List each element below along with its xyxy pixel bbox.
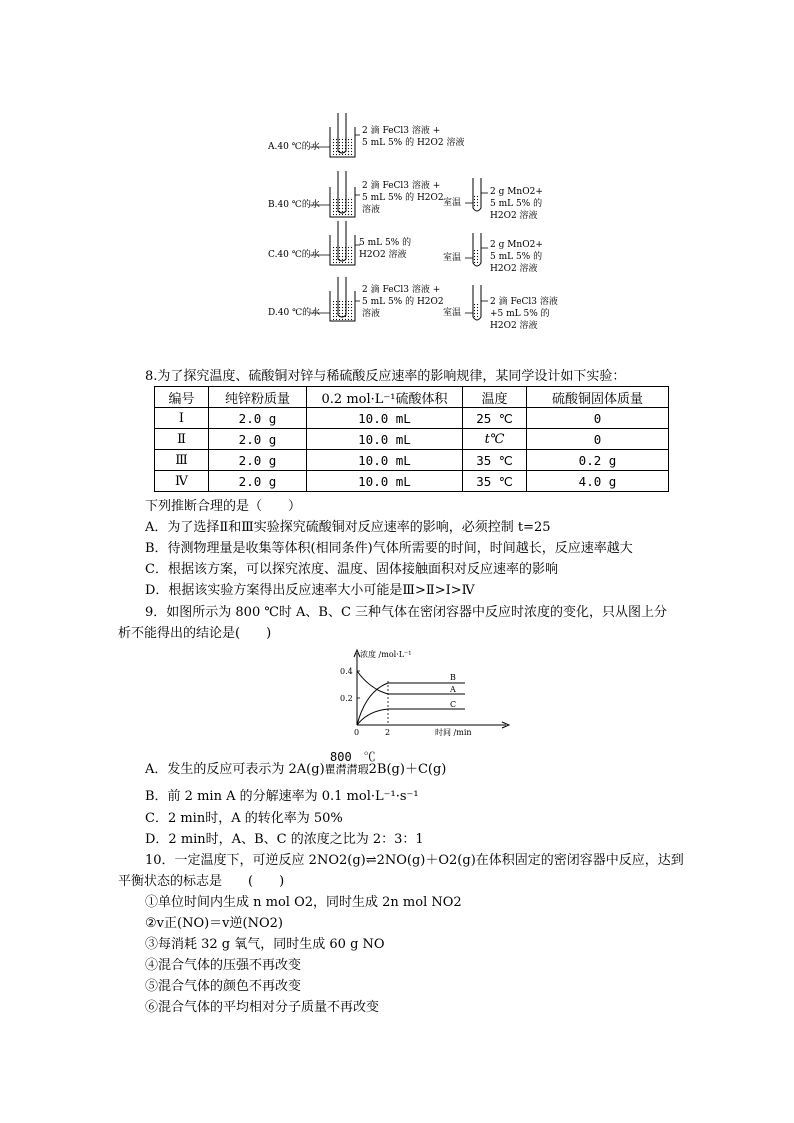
q7-option-d-label: D.40 ℃的水 <box>268 308 321 318</box>
q7-option-c-tube-line3: H2O2 溶液 <box>490 264 538 274</box>
table-cell: 10.0 mL <box>307 471 463 492</box>
q9-option-a-garble: 瞿潸潸瑕 <box>324 763 369 776</box>
q7-option-d-tube-label: 室温 <box>443 308 462 318</box>
table-cell: Ⅱ <box>155 429 209 450</box>
table-cell: Ⅰ <box>155 408 209 429</box>
table-row <box>155 471 669 492</box>
tube-d-icon <box>465 285 488 320</box>
table-header-cell: 温度 <box>463 387 527 408</box>
q7-option-c-beaker-line1: 5 mL 5% 的 <box>359 238 412 248</box>
q7-option-d-tube-line3: H2O2 溶液 <box>490 321 538 331</box>
q7-option-b-beaker-line2: 5 mL 5% 的 H2O2 <box>362 193 444 203</box>
q7-option-b-tube-label: 室温 <box>443 198 462 208</box>
q7-option-d-beaker-line1: 2 滴 FeCl3 溶液 + <box>362 285 441 295</box>
table-cell: t℃ <box>463 429 527 450</box>
q7-option-c-tube-line2: 5 mL 5% 的 <box>490 252 543 262</box>
table-row <box>155 450 669 471</box>
series-label-b: B <box>450 673 456 682</box>
table-header-row <box>155 387 669 408</box>
y-tick-label: 0.4 <box>340 667 353 676</box>
q10-item-4: ④混合气体的压强不再改变 <box>145 958 302 973</box>
q9-option-a-text: A．发生的反应可表示为 2A(g) <box>145 762 325 777</box>
q10-item-1: ①单位时间内生成 n mol O2，同时生成 2n mol NO2 <box>145 895 462 910</box>
q9-stem-line1: 9．如图所示为 800 ℃时 A、B、C 三种气体在密闭容器中反应时浓度的变化，只从图上分 <box>145 605 668 620</box>
q10-item-6: ⑥混合气体的平均相对分子质量不再改变 <box>145 1000 380 1015</box>
q9-option-a-tail: 2B(g)＋C(g) <box>368 762 447 777</box>
q10-stem-line1: 10．一定温度下，可逆反应 2NO2(g)⇌2NO(g)＋O2(g)在体积固定的密闭容器中反应，达到 <box>145 853 684 868</box>
x-tick-label: 0 <box>354 728 360 737</box>
table-cell: 2.0 g <box>209 429 307 450</box>
q9-option-d: D．2 min时，A、B、C 的浓度之比为 2：3：1 <box>145 832 424 847</box>
q7-option-d-tube-line1: 2 滴 FeCl3 溶液 <box>490 297 558 307</box>
table-header-cell: 编号 <box>155 387 209 408</box>
tube-b-icon <box>465 178 488 211</box>
q7-option-b-tube-line3: H2O2 溶液 <box>490 211 538 221</box>
q7-option-a-beaker-line1: 2 滴 FeCl3 溶液 + <box>362 126 441 136</box>
q8-option-a: A．为了选择Ⅱ和Ⅲ实验探究硫酸铜对反应速率的影响，必须控制 t=25 <box>145 520 551 535</box>
series-c-curve <box>357 709 465 725</box>
y-tick-label: 0.2 <box>340 694 353 703</box>
q7-option-a-beaker-line2: 5 mL 5% 的 H2O2 溶液 <box>362 138 465 148</box>
q7-option-a-label: A.40 ℃的水 <box>268 142 320 152</box>
x-axis-label: 时间 /min <box>435 728 472 737</box>
q8-prompt: 下列推断合理的是（ ） <box>145 499 302 514</box>
table-cell: 2.0 g <box>209 471 307 492</box>
q10-item-3: ③每消耗 32 g 氧气，同时生成 60 g NO <box>145 937 385 952</box>
table-row <box>155 408 669 429</box>
q7-option-c-tube-line1: 2 g MnO2+ <box>490 240 543 250</box>
table-header-cell: 0.2 mol·L⁻¹硫酸体积 <box>307 387 463 408</box>
table-cell: 2.0 g <box>209 408 307 429</box>
table-cell: 0.2 g <box>527 450 669 471</box>
q7-option-d-beaker-line3: 溶液 <box>362 309 381 319</box>
series-label-c: C <box>450 700 457 709</box>
table-cell: 10.0 mL <box>307 429 463 450</box>
q7-option-d-beaker-line2: 5 mL 5% 的 H2O2 <box>362 297 444 307</box>
table-cell: 0 <box>527 429 669 450</box>
q8-option-c: C．根据该方案，可以探究浓度、温度、固体接触面积对反应速率的影响 <box>145 562 558 577</box>
q8-stem: 8.为了探究温度、硫酸铜对锌与稀硫酸反应速率的影响规律，某同学设计如下实验： <box>145 369 626 384</box>
q7-option-b-tube-line1: 2 g MnO2+ <box>490 187 543 197</box>
q10-stem-line2: 平衡状态的标志是 ( ) <box>118 874 285 889</box>
q9-overlap-text: 800 ℃ <box>330 750 376 764</box>
q7-option-c-label: C.40 ℃的水 <box>268 250 320 260</box>
table-cell: 10.0 mL <box>307 450 463 471</box>
table-cell: 2.0 g <box>209 450 307 471</box>
x-tick-label: 2 <box>385 728 391 737</box>
table-header-cell: 纯锌粉质量 <box>209 387 307 408</box>
q7-option-b-beaker-line3: 溶液 <box>362 205 381 215</box>
series-label-a: A <box>450 685 456 694</box>
table-cell: Ⅲ <box>155 450 209 471</box>
q7-option-b-tube-line2: 5 mL 5% 的 <box>490 199 543 209</box>
table-cell: 35 ℃ <box>463 471 527 492</box>
table-cell: 35 ℃ <box>463 450 527 471</box>
q7-option-c-beaker-line2: H2O2 溶液 <box>359 250 407 260</box>
q9-stem-line2: 析不能得出的结论是( ) <box>118 626 272 641</box>
table-cell: 0 <box>527 408 669 429</box>
table-header-cell: 硫酸铜固体质量 <box>527 387 669 408</box>
q9-concentration-chart <box>330 645 515 740</box>
q10-item-2: ②v正(NO)＝v逆(NO2) <box>145 916 283 931</box>
table-cell: 4.0 g <box>527 471 669 492</box>
series-b-curve <box>357 683 465 725</box>
q9-option-a <box>145 762 446 778</box>
q9-option-b: B．前 2 min A 的分解速率为 0.1 mol·L⁻¹·s⁻¹ <box>145 789 419 804</box>
table-cell: 25 ℃ <box>463 408 527 429</box>
q7-option-d-tube-line2: +5 mL 5% 的 <box>490 309 550 319</box>
q7-option-b-label: B.40 ℃的水 <box>268 200 320 210</box>
q7-option-b-beaker-line1: 2 滴 FeCl3 溶液 + <box>362 181 441 191</box>
q9-option-c: C．2 min时，A 的转化率为 50% <box>145 811 343 826</box>
y-axis-label: 浓度 /mol·L⁻¹ <box>360 650 412 659</box>
q8-experiment-table <box>154 386 669 492</box>
q10-item-5: ⑤混合气体的颜色不再改变 <box>145 979 302 994</box>
table-cell: 10.0 mL <box>307 408 463 429</box>
q8-option-b: B．待测物理量是收集等体积(相同条件)气体所需要的时间，时间越长，反应速率越大 <box>145 541 633 556</box>
table-row <box>155 429 669 450</box>
q8-option-d: D．根据该实验方案得出反应速率大小可能是Ⅲ>Ⅱ>Ⅰ>Ⅳ <box>145 583 475 598</box>
q7-option-c-tube-label: 室温 <box>443 253 462 263</box>
table-cell: Ⅳ <box>155 471 209 492</box>
tube-c-icon <box>465 233 488 266</box>
